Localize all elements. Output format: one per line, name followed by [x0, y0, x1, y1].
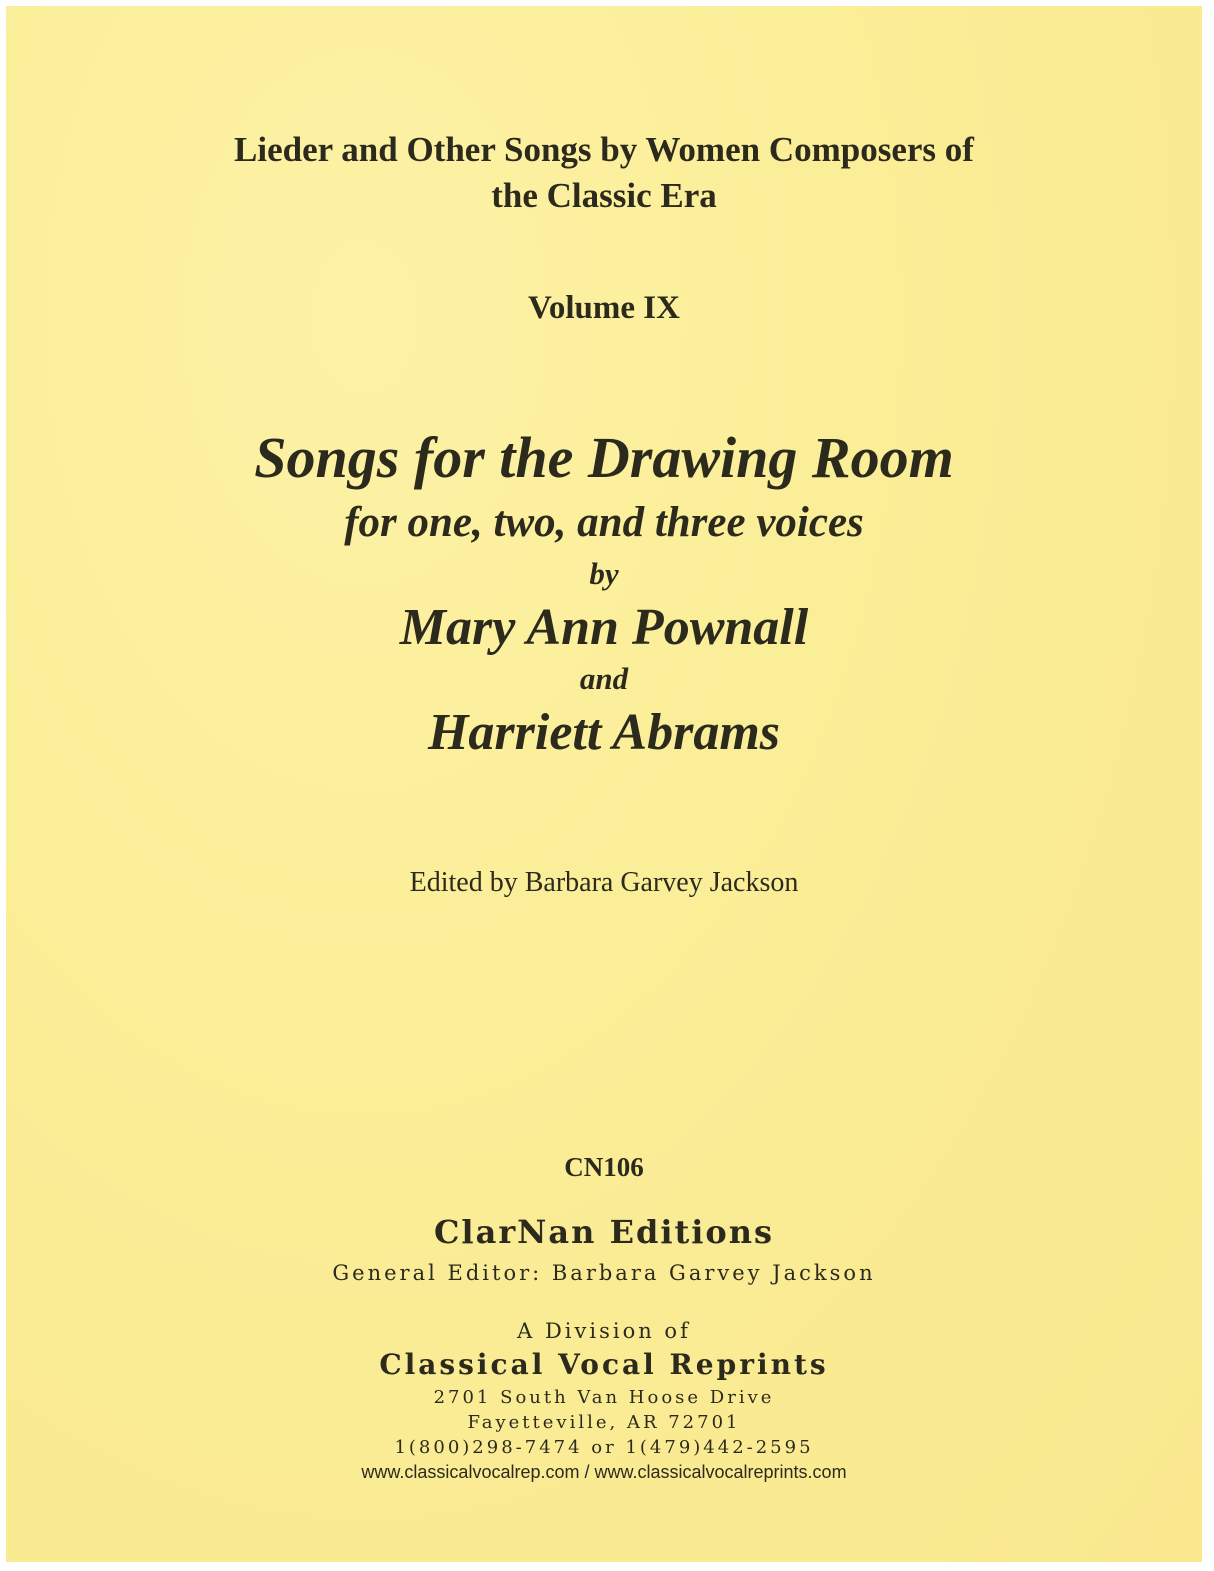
division-of: A Division of: [517, 1319, 691, 1343]
by-label: by: [589, 556, 619, 591]
address-line2: Fayetteville, AR 72701: [467, 1412, 741, 1433]
parent-publisher: Classical Vocal Reprints: [379, 1348, 829, 1381]
series-title-line2: the Classic Era: [491, 176, 717, 215]
series-title-line1: Lieder and Other Songs by Women Composers of: [234, 130, 974, 169]
publisher-name: ClarNan Editions: [433, 1213, 775, 1251]
volume-label: Volume IX: [528, 290, 680, 326]
composer-1: Mary Ann Pownall: [399, 599, 809, 656]
subtitle: for one, two, and three voices: [344, 499, 864, 546]
general-editor: General Editor: Barbara Garvey Jackson: [332, 1261, 876, 1285]
editor-credit: Edited by Barbara Garvey Jackson: [409, 867, 799, 898]
phone-numbers: 1(800)298-7474 or 1(479)442-2595: [394, 1437, 814, 1458]
address-line1: 2701 South Van Hoose Drive: [433, 1387, 775, 1408]
composer-2: Harriett Abrams: [427, 704, 780, 761]
catalog-number: CN106: [564, 1152, 644, 1182]
and-label: and: [579, 661, 629, 696]
websites[interactable]: www.classicalvocalrep.com / www.classicalvocalreprints.com: [361, 1462, 847, 1482]
cover-page: [6, 6, 1202, 1562]
main-title: Songs for the Drawing Room: [254, 425, 954, 490]
